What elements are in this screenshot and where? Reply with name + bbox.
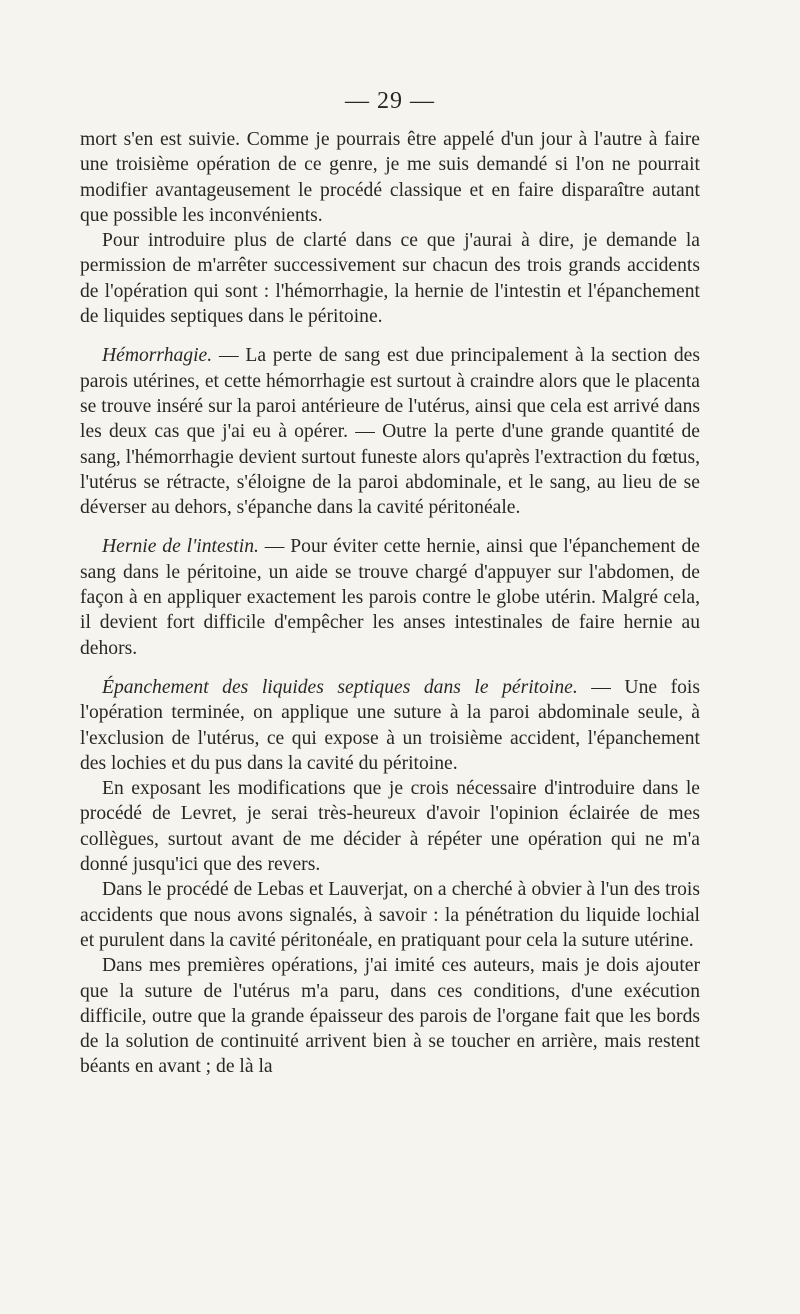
paragraph-lebas-lauverjat	[80, 877, 700, 953]
section-heading: Épanchement des liquides septiques dans le péritoine.	[102, 676, 578, 698]
section-hemorrhagie	[80, 343, 700, 520]
section-heading: Hernie de l'intestin.	[102, 536, 259, 558]
section-heading: Hémorrhagie.	[102, 345, 213, 367]
paragraph-text: — Une fois l'opération terminée, on applique une suture à la paroi abdominale seule, à l'exclusion de l'utérus, ce qui expose à un troisième accident, l'épanchement des lochies et du pus dans la cavité du péritoine.	[80, 676, 700, 774]
paragraph-text: mort s'en est suivie. Comme je pourrais être appelé d'un jour à l'autre à faire une troisième opération de ce genre, je me suis demandé si l'on ne pourrait modifier avantageusement le procédé classique et en faire disparaître autant que possible les inconvénients.	[80, 129, 700, 226]
paragraph-text: — Pour éviter cette hernie, ainsi que l'épanchement de sang dans le péritoine, un aide se trouve chargé d'appuyer sur l'abdomen, de façon à en appliquer exactement les parois contre le globe utérin. Malgré cela, il devient fort difficile d'empêcher les anses intestinales de faire hernie au dehors.	[80, 536, 700, 659]
paragraph-text: — La perte de sang est due principalement à la section des parois utérines, et cette hémorrhagie est surtout à craindre alors que le placenta se trouve inséré sur la paroi antérieure de l'utérus, ainsi que cela est arrivé dans les deux cas que j'ai eu à opérer. — Outre la perte d'une grande quantité de sang, l'hémorrhagie devient surtout funeste alors qu'après l'extraction du fœtus, l'utérus se rétracte, s'éloigne de la paroi abdominale, et le sang, au lieu de se déverser au dehors, s'épanche dans la cavité péritonéale.	[80, 345, 700, 519]
section-hernie	[80, 534, 700, 660]
paragraph-continuation	[80, 127, 700, 228]
paragraph-text: Dans le procédé de Lebas et Lauverjat, on a cherché à obvier à l'un des trois accidents que nous avons signalés, à savoir : la pénétration du liquide lochial et purulent dans la cavité péritonéale, en pratiquant pour cela la suture utérine.	[80, 879, 700, 951]
page-number: — 29 —	[345, 88, 435, 114]
paragraph-premieres-operations	[80, 953, 700, 1079]
paragraph-text: Dans mes premières opérations, j'ai imité ces auteurs, mais je dois ajouter que la suture de l'utérus m'a paru, dans ces conditions, d'une exécution difficile, outre que la grande épaisseur des parois de l'organe fait que les bords de la solution de continuité arrivent bien à se toucher en arrière, mais restent béants en avant ; de là la	[80, 955, 700, 1078]
paragraph-text: Pour introduire plus de clarté dans ce que j'aurai à dire, je demande la permission de m'arrêter successivement sur chacun des trois grands accidents de l'opération qui sont : l'hémorrhagie, la hernie de l'intestin et l'épanchement de liquides septiques dans le péritoine.	[80, 230, 700, 328]
paragraph-text: En exposant les modifications que je crois nécessaire d'introduire dans le procédé de Levret, je serai très-heureux d'avoir l'opinion éclairée de mes collègues, surtout avant de me décider à répéter une opération qui ne m'a donné jusqu'ici que des revers.	[80, 778, 700, 876]
paragraph-modifications	[80, 776, 700, 877]
paragraph-introduction	[80, 228, 700, 329]
section-epanchement	[80, 675, 700, 776]
